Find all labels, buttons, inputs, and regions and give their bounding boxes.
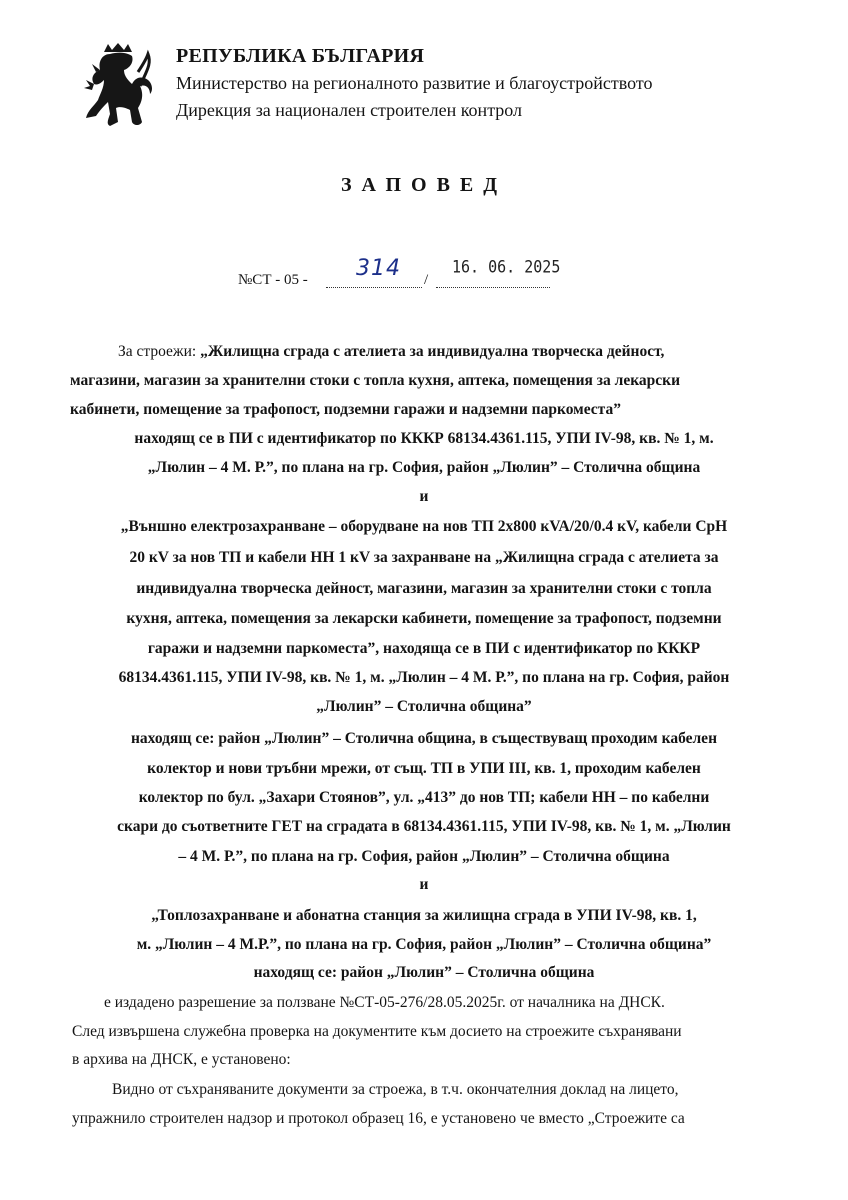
paragraph-2-line-2: 20 кV за нов ТП и кабели НН 1 кV за захранване на „Жилищна сграда с ателиета за bbox=[129, 549, 719, 566]
number-date-separator: / bbox=[424, 272, 429, 288]
paragraph-2-line-5: гаражи и надземни паркоместа”, находяща се в ПИ с идентификатор по КККР bbox=[147, 640, 701, 657]
paragraph-2-line-9: колектор и нови тръбни мрежи, от същ. ТП в УПИ III, кв. 1, проходим кабелен bbox=[147, 760, 701, 777]
paragraph-2-line-12: – 4 М. Р.”, по плана на гр. София, район „Люлин” – Столична община bbox=[178, 848, 670, 865]
paragraph-5-line-1: Видно от съхраняваните документи за строежа, в т.ч. окончателния доклад на лицето, bbox=[112, 1081, 679, 1098]
document-title: ЗАПОВЕД bbox=[340, 174, 508, 196]
paragraph-2-line-10: колектор по бул. „Захари Стоянов”, ул. „413” до нов ТП; кабели НН – по кабелни bbox=[138, 789, 710, 806]
conjunction-1: и bbox=[419, 488, 429, 505]
paragraph-2-line-3: индивидуална творческа дейност, магазини, магазин за хранителни стоки с топла bbox=[136, 580, 712, 597]
ministry-name: Министерство на регионалното развитие и благоустройството bbox=[176, 73, 653, 93]
order-number-handwritten: 314 bbox=[356, 256, 401, 281]
paragraph-2-line-8: находящ се: район „Люлин” – Столична община, в съществуващ проходим кабелен bbox=[131, 730, 717, 747]
paragraph-5-line-2: упражнило строителен надзор и протокол образец 16, е установено че вместо „Строежите са bbox=[72, 1110, 685, 1127]
paragraph-1-line-5: „Люлин – 4 М. Р.”, по плана на гр. София, район „Люлин” – Столична община bbox=[147, 459, 701, 476]
paragraph-3-line-3: находящ се: район „Люлин” – Столична община bbox=[253, 964, 595, 981]
paragraph-2-line-11: скари до съответните ГЕТ на сградата в 68134.4361.115, УПИ IV-98, кв. № 1, м. „Люлин bbox=[117, 818, 731, 835]
paragraph-2-line-6: 68134.4361.115, УПИ IV-98, кв. № 1, м. „Люлин – 4 М. Р.”, по плана на гр. София, район bbox=[118, 669, 730, 686]
paragraph-1-line-3: кабинети, помещение за трафопост, подземни гаражи и надземни паркоместа” bbox=[70, 401, 621, 418]
directorate-name: Дирекция за национален строителен контрол bbox=[176, 100, 523, 120]
paragraph-1-object: „Жилищна сграда с ателиета за индивидуална творческа дейност, bbox=[200, 343, 665, 360]
paragraph-1-lead: За строежи: bbox=[118, 343, 201, 360]
paragraph-2-line-7: „Люлин” – Столична община” bbox=[316, 698, 532, 715]
coat-of-arms-icon bbox=[80, 42, 156, 130]
paragraph-4-line-1: е издадено разрешение за ползване №СТ-05-276/28.05.2025г. от началника на ДНСК. bbox=[104, 994, 665, 1011]
paragraph-4-line-3: в архива на ДНСК, е установено: bbox=[72, 1051, 291, 1068]
paragraph-1-line-4: находящ се в ПИ с идентификатор по КККР 68134.4361.115, УПИ IV-98, кв. № 1, м. bbox=[134, 430, 714, 447]
order-date-stamp: 16. 06. 2025 bbox=[452, 256, 561, 278]
paragraph-2-line-4: кухня, аптека, помещения за лекарски кабинети, помещение за трафопост, подземни bbox=[126, 610, 722, 627]
paragraph-4-line-2: След извършена служебна проверка на документите към досието на строежите съхранявани bbox=[72, 1023, 682, 1040]
paragraph-1-line-2: магазини, магазин за хранителни стоки с топла кухня, аптека, помещения за лекарски bbox=[70, 372, 681, 389]
conjunction-2: и bbox=[419, 876, 429, 893]
paragraph-1-line-1 bbox=[118, 343, 664, 361]
country-name: РЕПУБЛИКА БЪЛГАРИЯ bbox=[176, 45, 425, 67]
order-number-prefix: №СТ - 05 - bbox=[238, 272, 308, 288]
paragraph-3-line-1: „Топлозахранване и абонатна станция за жилищна сграда в УПИ IV-98, кв. 1, bbox=[151, 907, 697, 924]
paragraph-3-line-2: м. „Люлин – 4 М.Р.”, по плана на гр. София, район „Люлин” – Столична община” bbox=[136, 936, 712, 953]
paragraph-2-line-1: „Външно електрозахранване – оборудване на нов ТП 2х800 кVA/20/0.4 кV, кабели СрН bbox=[120, 518, 728, 535]
